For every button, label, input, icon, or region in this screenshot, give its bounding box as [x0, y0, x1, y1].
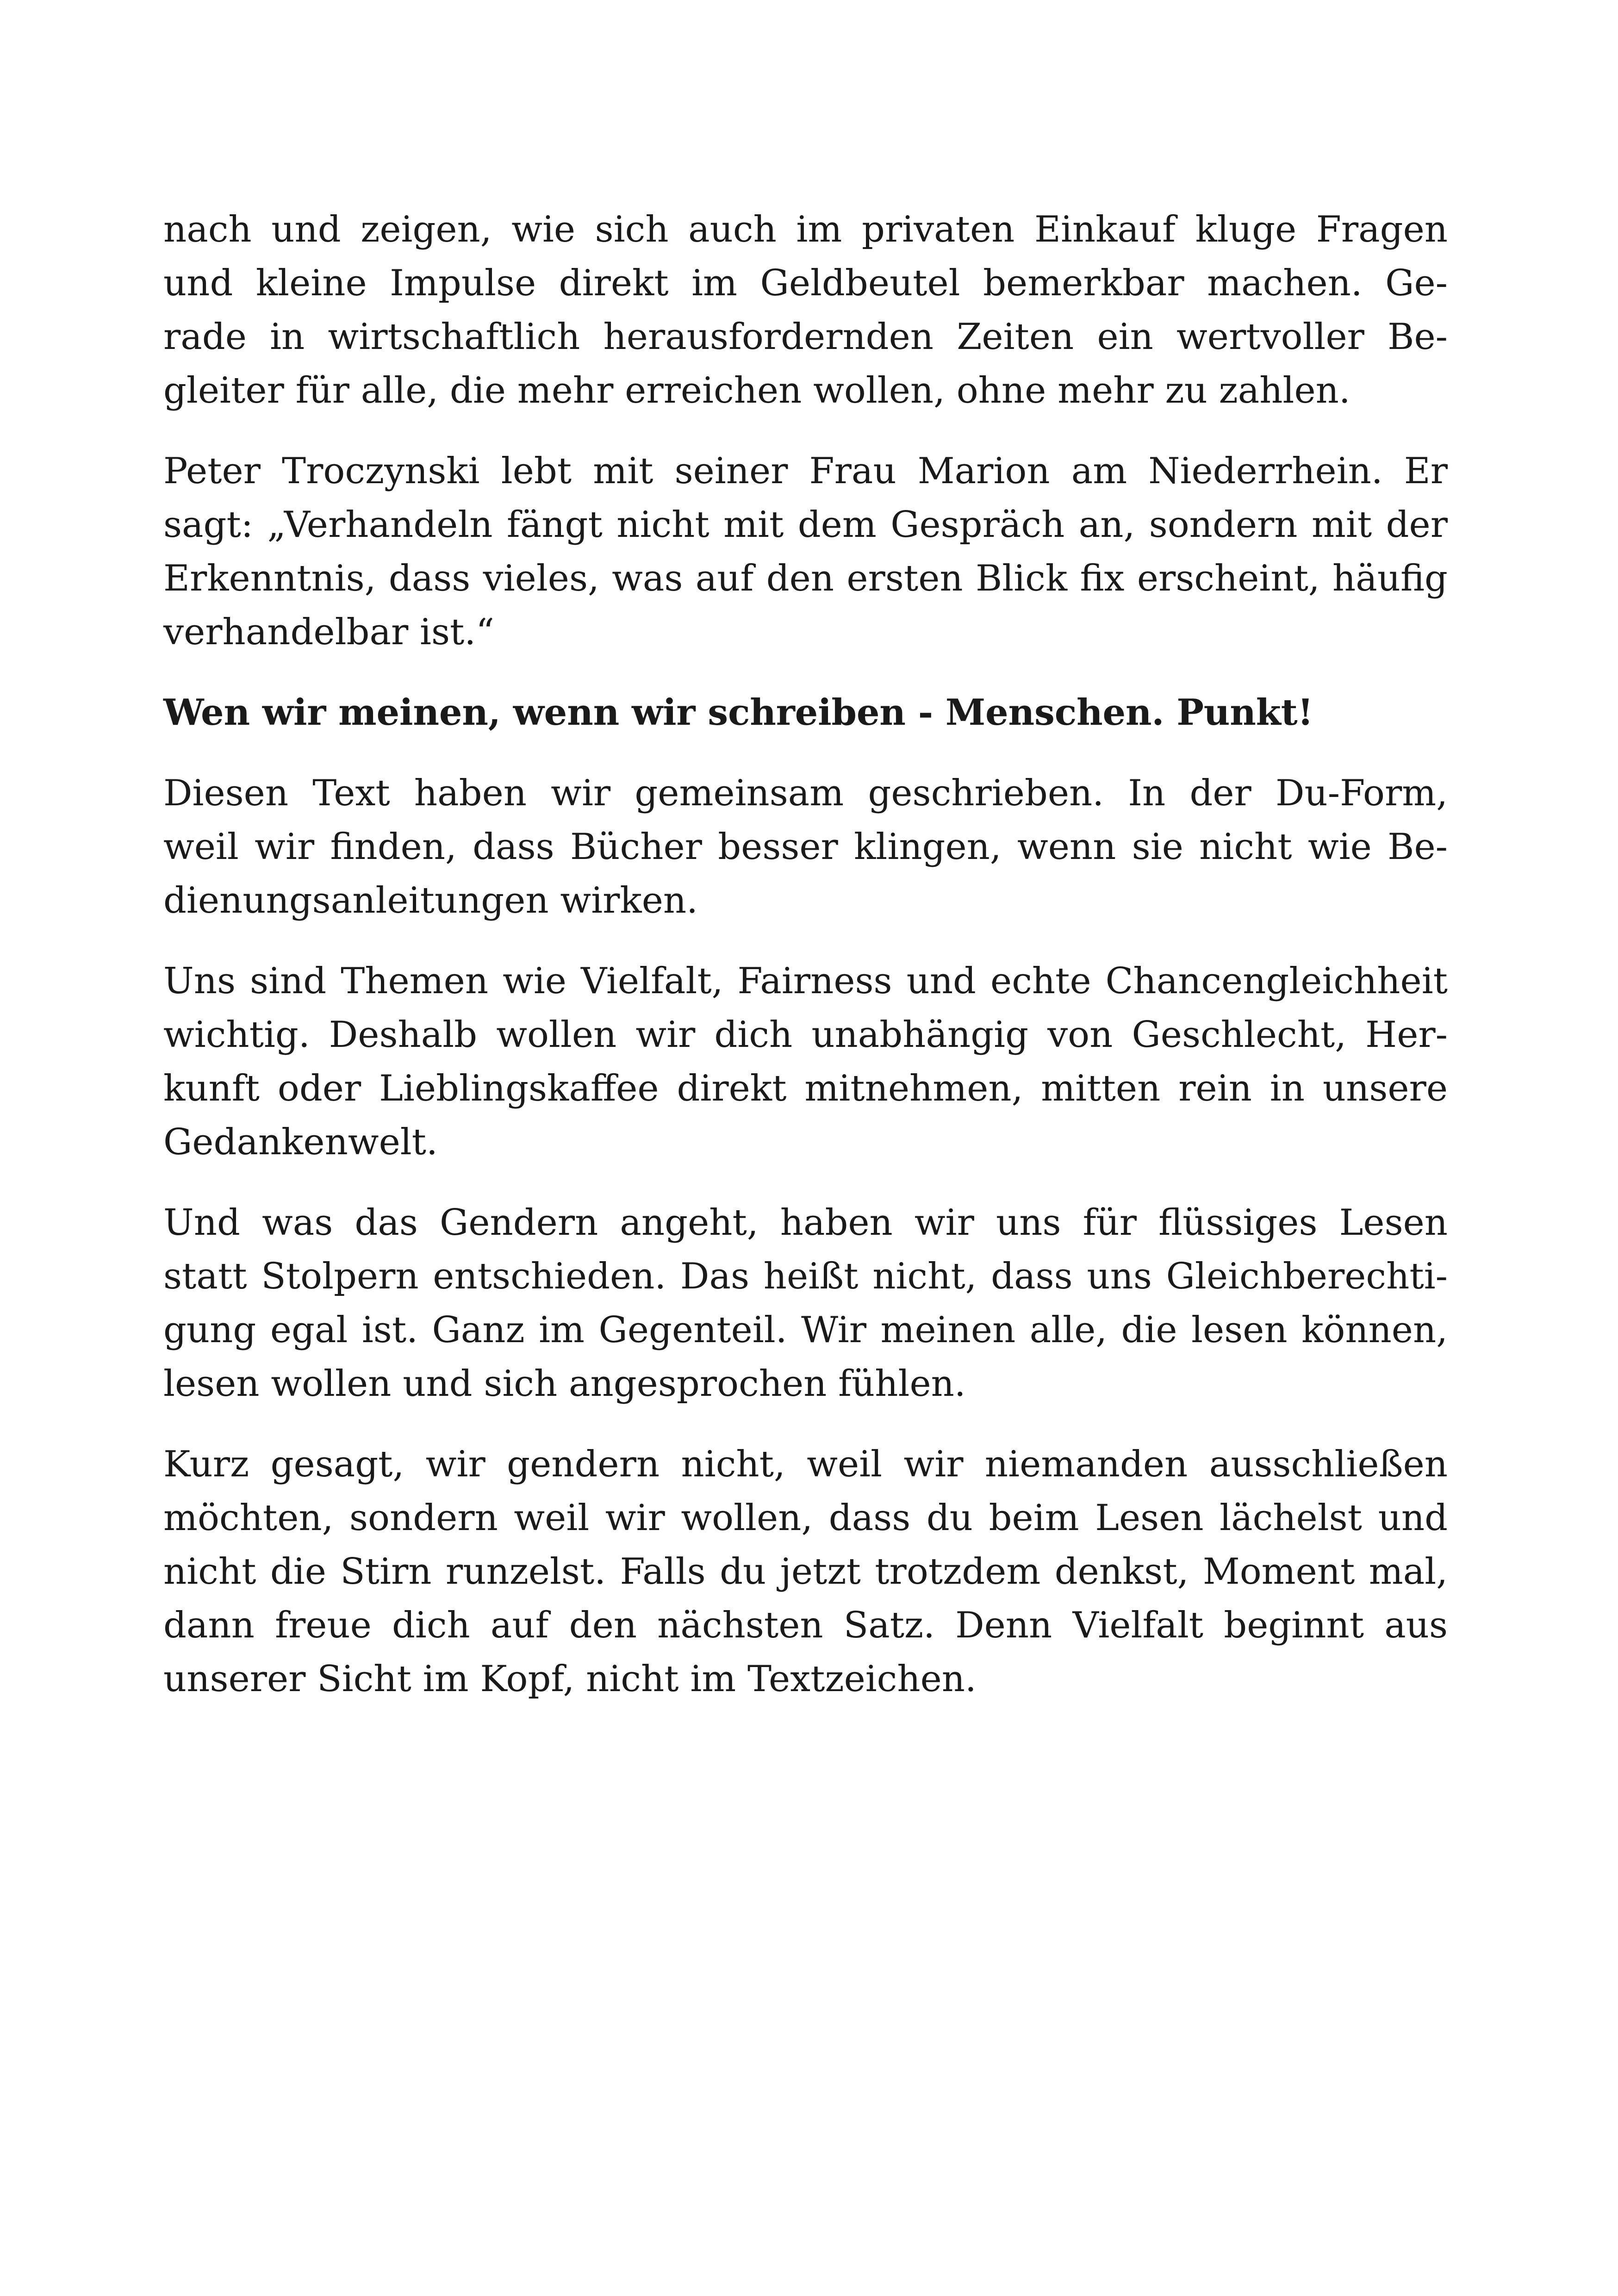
paragraph-gendern — [163, 1196, 1448, 1411]
text-line: kunft oder Lieblingskaffee direkt mitnehmen, mitten rein in unsere — [163, 1068, 1448, 1109]
paragraph-du-form — [163, 766, 1448, 927]
text-line: dann freue dich auf den nächsten Satz. Denn Vielfalt beginnt aus — [163, 1605, 1448, 1646]
text-line: Peter Troczynski lebt mit seiner Frau Marion am Niederrhein. Er — [163, 450, 1448, 492]
text-line: wichtig. Deshalb wollen wir dich unabhängig von Geschlecht, Her- — [163, 1014, 1448, 1056]
section-heading — [163, 686, 1448, 740]
text-line: Kurz gesagt, wir gendern nicht, weil wir niemanden ausschließen — [163, 1444, 1448, 1485]
text-line: dienungsanleitungen wirken. — [163, 880, 698, 921]
paragraph-book-summary — [163, 203, 1448, 417]
text-line: Uns sind Themen wie Vielfalt, Fairness und echte Chancengleichheit — [163, 960, 1448, 1002]
text-line: gleiter für alle, die mehr erreichen wollen, ohne mehr zu zahlen. — [163, 370, 1350, 411]
text-line: rade in wirtschaftlich herausfordernden Zeiten ein wertvoller Be- — [163, 316, 1448, 358]
text-line: statt Stolpern entschieden. Das heißt nicht, dass uns Gleichberechti- — [163, 1256, 1448, 1297]
text-line: und kleine Impulse direkt im Geldbeutel bemerkbar machen. Ge- — [163, 262, 1448, 304]
document-body — [163, 203, 1448, 1733]
text-line: lesen wollen und sich angesprochen fühlen. — [163, 1363, 966, 1405]
text-line: Und was das Gendern angeht, haben wir uns für flüssiges Lesen — [163, 1202, 1448, 1244]
text-line: gung egal ist. Ganz im Gegenteil. Wir meinen alle, die lesen können, — [163, 1309, 1448, 1351]
text-line: weil wir finden, dass Bücher besser klingen, wenn sie nicht wie Be- — [163, 826, 1448, 868]
text-line: sagt: „Verhandeln fängt nicht mit dem Gespräch an, sondern mit der — [163, 504, 1448, 546]
heading-text: Wen wir meinen, wenn wir schreiben - Menschen. Punkt! — [163, 691, 1313, 734]
paragraph-diversity — [163, 954, 1448, 1169]
text-line: unserer Sicht im Kopf, nicht im Textzeichen. — [163, 1658, 977, 1700]
text-line: möchten, sondern weil wir wollen, dass du beim Lesen lächelst und — [163, 1497, 1448, 1539]
text-line: nicht die Stirn runzelst. Falls du jetzt trotzdem denkst, Moment mal, — [163, 1551, 1448, 1593]
text-line: Gedankenwelt. — [163, 1121, 438, 1163]
text-line: verhandelbar ist.“ — [163, 611, 495, 653]
text-line: nach und zeigen, wie sich auch im privaten Einkauf kluge Fragen — [163, 209, 1448, 250]
text-line: Diesen Text haben wir gemeinsam geschrieben. In der Du-Form, — [163, 772, 1448, 814]
paragraph-author-bio — [163, 444, 1448, 659]
text-line: Erkenntnis, dass vieles, was auf den ersten Blick fix erscheint, häufig — [163, 558, 1448, 599]
paragraph-summary — [163, 1437, 1448, 1706]
